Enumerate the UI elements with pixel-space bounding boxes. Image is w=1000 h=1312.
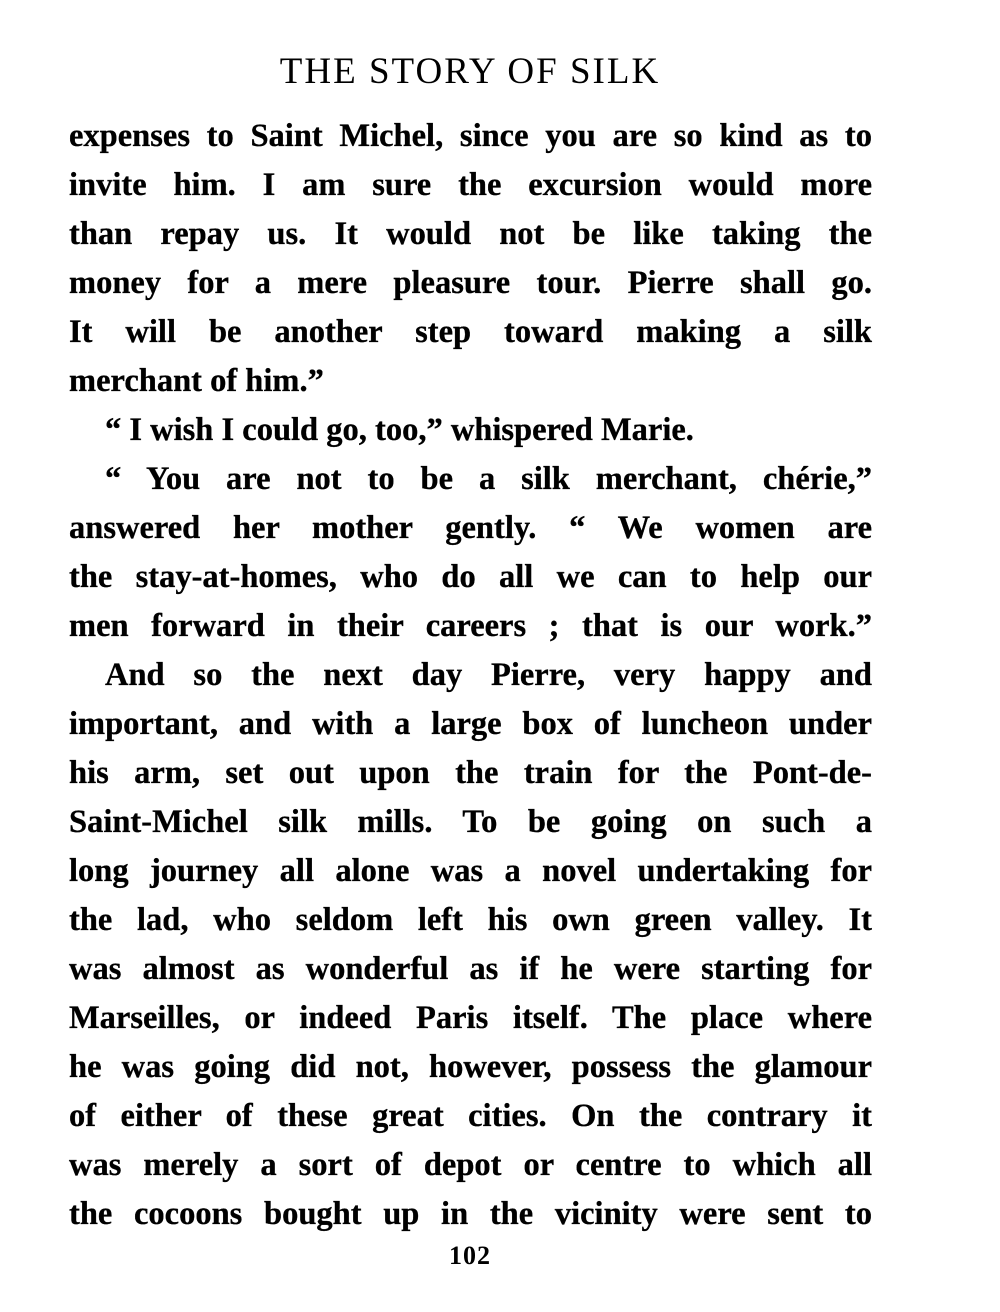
text-line: It will be another step toward making a silk	[69, 314, 872, 350]
text-line: he was going did not, however, possess the glamour	[69, 1049, 872, 1085]
text-line: invite him. I am sure the excursion would more	[69, 167, 872, 203]
text-line: men forward in their careers ; that is our work.”	[69, 608, 872, 644]
text-line: expenses to Saint Michel, since you are so kind as to	[69, 118, 872, 154]
text-line: Saint-Michel silk mills. To be going on such a	[69, 804, 872, 840]
text-line: the cocoons bought up in the vicinity were sent to	[69, 1196, 872, 1232]
text-line: merchant of him.”	[69, 363, 324, 399]
text-line: And so the next day Pierre, very happy and	[105, 657, 872, 693]
text-line: the lad, who seldom left his own green valley. It	[69, 902, 872, 938]
text-line: important, and with a large box of luncheon under	[69, 706, 872, 742]
text-line: of either of these great cities. On the contrary it	[69, 1098, 872, 1134]
text-line: was merely a sort of depot or centre to which all	[69, 1147, 872, 1183]
text-line: than repay us. It would not be like taking the	[69, 216, 872, 252]
text-line: money for a mere pleasure tour. Pierre shall go.	[69, 265, 872, 301]
text-line: “ I wish I could go, too,” whispered Marie.	[105, 412, 694, 448]
page-number: 102	[449, 1241, 491, 1270]
text-line: Marseilles, or indeed Paris itself. The place where	[69, 1000, 872, 1036]
text-line: the stay-at-homes, who do all we can to help our	[69, 559, 872, 595]
text-line: was almost as wonderful as if he were starting for	[69, 951, 872, 987]
text-line: “ You are not to be a silk merchant, chérie,”	[105, 461, 872, 497]
running-head: THE STORY OF SILK	[279, 51, 661, 92]
text-line: answered her mother gently. “ We women are	[69, 510, 872, 546]
text-line: his arm, set out upon the train for the Pont-de-	[69, 755, 872, 791]
text-line: long journey all alone was a novel undertaking for	[69, 853, 872, 889]
